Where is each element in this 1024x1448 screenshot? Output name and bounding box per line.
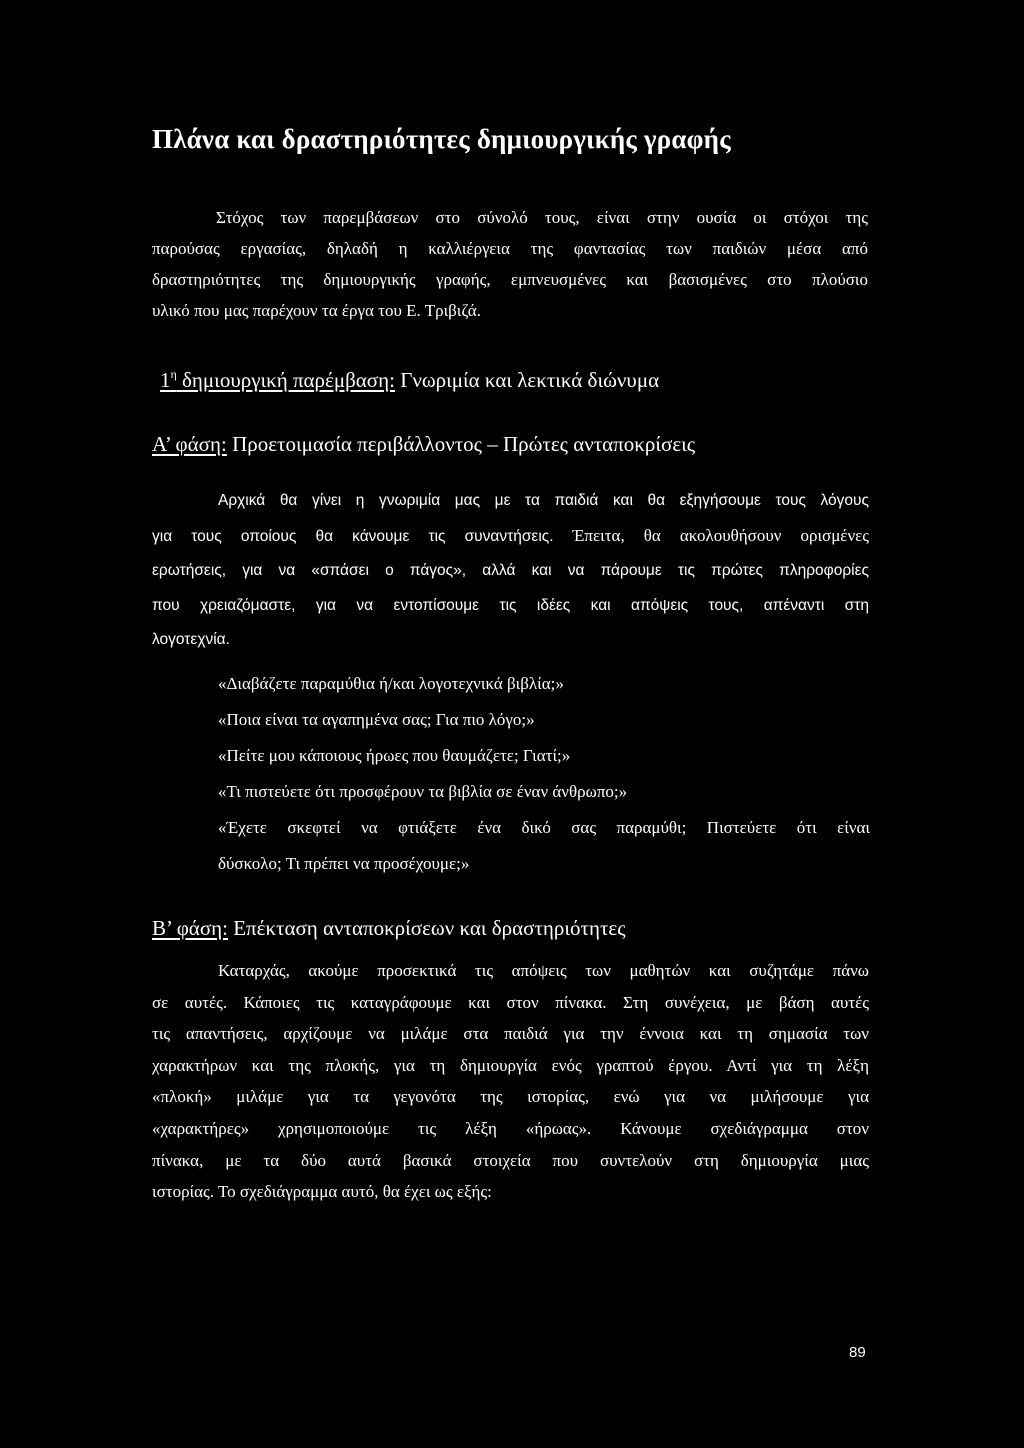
page-number: 89: [849, 1344, 866, 1361]
phase-a-line: ερωτήσεις, για να «σπάσει ο πάγος», αλλά και να πάρουμε τις πρώτες πληροφορίες: [152, 562, 869, 579]
question-item: «Πείτε μου κάποιους ήρωες που θαυμάζετε; Γιατί;»: [218, 746, 571, 765]
phase-a-line: που χρειαζόμαστε, για να εντοπίσουμε τις ιδέες και απόψεις τους, απέναντι στη: [152, 596, 869, 614]
phase-b-line: ιστορίας. Το σχεδιάγραμμα αυτό, θα έχει ως εξής:: [152, 1182, 492, 1202]
question-item: «Διαβάζετε παραμύθια ή/και λογοτεχνικά βιβλία;»: [218, 674, 564, 693]
intro-line: δραστηριότητες της δημιουργικής γραφής, εμπνευσμένες και βασισμένες στο πλούσιο: [152, 270, 868, 289]
phase-b-line: τις απαντήσεις, αρχίζουμε να μιλάμε στα παιδιά για την έννοια και τη σημασία των: [152, 1024, 869, 1044]
intro-line: παρούσας εργασίας, δηλαδή η καλλιέργεια της φαντασίας των παιδιών μέσα από: [152, 239, 868, 258]
intro-line: υλικό που μας παρέχουν τα έργα του Ε. Τριβιζά.: [152, 301, 481, 320]
question-item: «Τι πιστεύετε ότι προσφέρουν τα βιβλία σε έναν άνθρωπο;»: [218, 782, 628, 801]
phase-b-paragraph: [152, 955, 869, 1208]
phase-b-line: «χαρακτήρες» χρησιμοποιούμε τις λέξη «ήρωας». Κάνουμε σχεδιάγραμμα στον: [152, 1118, 869, 1138]
phase-a-title: Προετοιμασία περιβάλλοντος – Πρώτες ανταποκρίσεις: [232, 432, 696, 456]
phase-b-label: Β’ φάση:: [152, 916, 228, 940]
phase-a-label: Α’ φάση:: [152, 432, 227, 456]
phase-a-line: Αρχικά θα γίνει η γνωριμία μας με τα παιδιά και θα εξηγήσουμε τους λόγους: [218, 492, 869, 509]
phase-a-line: για τους οποίους θα κάνουμε τις συναντήσεις. Έπειτα, θα ακολουθήσουν ορισμένες: [152, 525, 869, 545]
intro-line: Στόχος των παρεμβάσεων στο σύνολό τους, είναι στην ουσία οι στόχοι της: [216, 208, 868, 227]
phase-b-line: πίνακα, με τα δύο αυτά βασικά στοιχεία που συντελούν στη δημιουργία μιας: [152, 1150, 869, 1170]
intervention-heading: [160, 368, 659, 393]
phase-a-paragraph: [152, 484, 869, 658]
intervention-label: $1^\eta$ δημιουργική παρέμβαση:: [160, 367, 395, 392]
question-line: δύσκολο; Τι πρέπει να προσέχουμε;»: [218, 854, 470, 873]
phase-b-line: σε αυτές. Κάποιες τις καταγράφουμε και στον πίνακα. Στη συνέχεια, με βάση αυτές: [152, 992, 869, 1012]
question-list: [218, 666, 870, 810]
phase-a-heading: [152, 432, 695, 457]
intervention-title: Γνωριμία και λεκτικά διώνυμα: [400, 368, 660, 392]
intro-paragraph: [152, 202, 868, 326]
phase-b-line: Καταρχάς, ακούμε προσεκτικά τις απόψεις των μαθητών και συζητάμε πάνω: [218, 961, 869, 980]
page-title: Πλάνα και δραστηριότητες δημιουργικής γραφής: [152, 124, 731, 154]
phase-b-heading: [152, 916, 626, 941]
question-item: «Ποια είναι τα αγαπημένα σας; Για πιο λόγο;»: [218, 710, 535, 729]
phase-b-line: χαρακτήρων και της πλοκής, για τη δημιουργία ενός γραπτού έργου. Αντί για τη λέξη: [152, 1055, 869, 1075]
question-item-last: [218, 810, 870, 882]
question-line: «Έχετε σκεφτεί να φτιάξετε ένα δικό σας παραμύθι; Πιστεύετε ότι είναι: [218, 818, 870, 837]
phase-a-line: λογοτεχνία.: [152, 631, 230, 648]
phase-b-line: «πλοκή» μιλάμε για τα γεγονότα της ιστορίας, ενώ για να μιλήσουμε για: [152, 1087, 869, 1107]
phase-b-title: Επέκταση ανταποκρίσεων και δραστηριότητες: [233, 916, 626, 940]
